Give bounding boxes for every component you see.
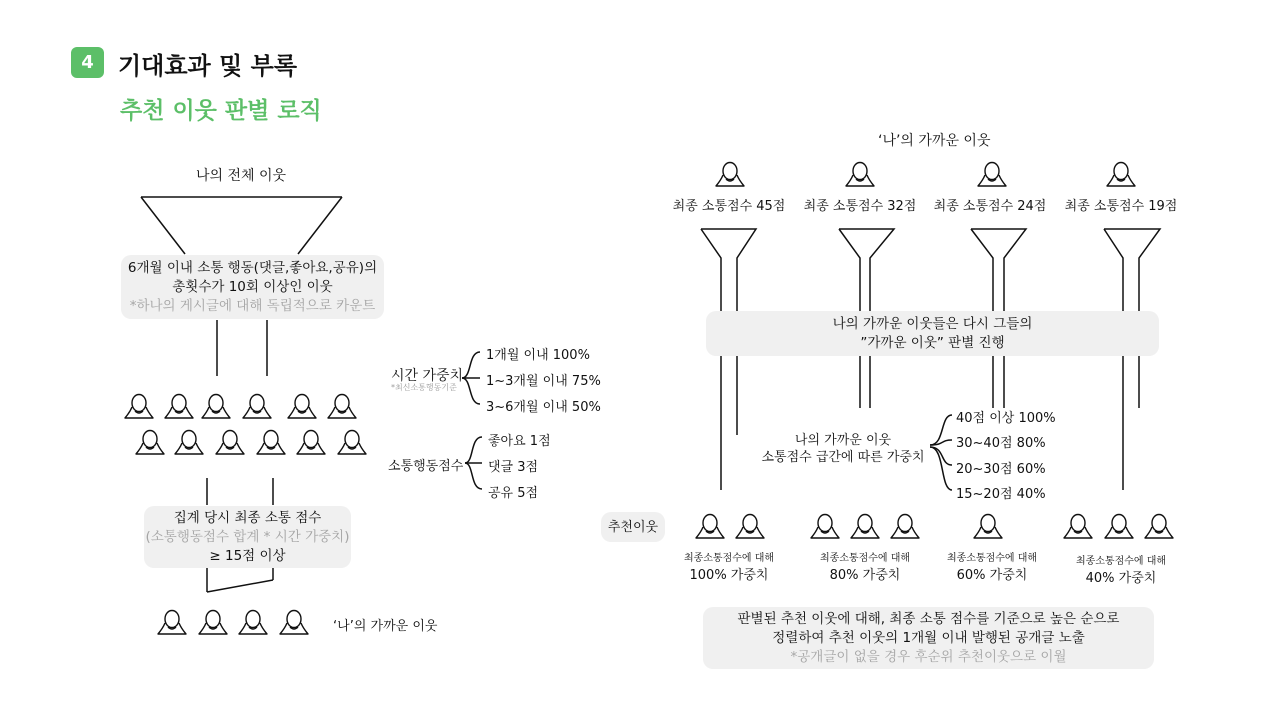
person-icon xyxy=(1142,512,1176,544)
person-icon xyxy=(971,512,1005,544)
person-icon xyxy=(199,392,233,424)
person-icon xyxy=(294,428,328,460)
close-neighbors-label: ‘나’의 가까운 이웃 xyxy=(333,619,438,634)
person-icon xyxy=(848,512,882,544)
person-icon xyxy=(213,428,247,460)
result-caption: 최종소통점수에 대해 xyxy=(683,553,775,564)
weight-range-item: 20~30점 60% xyxy=(956,462,1046,477)
action-score-item: 좋아요 1점 xyxy=(488,434,551,449)
weight-range-item: 40점 이상 100% xyxy=(956,411,1056,426)
person-icon xyxy=(1061,512,1095,544)
condition-note: *하나의 게시글에 대해 독립적으로 카운트 xyxy=(129,297,376,314)
person-icon xyxy=(843,160,877,192)
result-group xyxy=(928,549,1056,583)
final-line1: 판별된 추천 이웃에 대해, 최종 소통 점수를 기준으로 높은 순으로 xyxy=(737,610,1120,627)
time-weight-note: *최신소통행동기준 xyxy=(391,383,457,392)
recommend-label-text: 추천이웃 xyxy=(607,519,659,535)
person-icon xyxy=(1104,160,1138,192)
person-icon xyxy=(733,512,767,544)
person-icon xyxy=(240,392,274,424)
result-caption: 최종소통점수에 대해 xyxy=(819,553,911,564)
score-line1: 집계 당시 최종 소통 점수 xyxy=(173,509,322,526)
page-subtitle: 추천 이웃 판별 로직 xyxy=(120,98,322,124)
person-icon xyxy=(1102,512,1136,544)
time-weight-item: 1~3개월 이내 75% xyxy=(486,374,601,389)
result-weight: 40% 가중치 xyxy=(1085,571,1157,586)
person-icon xyxy=(713,160,747,192)
weight-range-line2: 소통점수 급간에 따른 가중치 xyxy=(761,450,925,465)
process-line2: ”가까운 이웃” 판별 진행 xyxy=(860,334,1005,351)
condition-line1: 6개월 이내 소통 행동(댓글,좋아요,공유)의 xyxy=(127,259,378,276)
person-icon xyxy=(122,392,156,424)
action-score-title: 소통행동점수 xyxy=(388,459,464,474)
person-icon xyxy=(172,428,206,460)
final-box xyxy=(703,607,1154,669)
final-note: *공개글이 없을 경우 후순위 추천이웃으로 이월 xyxy=(790,648,1067,665)
action-score-item: 공유 5점 xyxy=(488,486,539,501)
person-icon xyxy=(975,160,1009,192)
person-icon xyxy=(325,392,359,424)
person-icon xyxy=(808,512,842,544)
time-weight-item: 3~6개월 이내 50% xyxy=(486,400,601,415)
person-icon xyxy=(162,392,196,424)
process-box xyxy=(706,311,1159,356)
page-title: 기대효과 및 부록 xyxy=(118,52,297,80)
result-caption: 최종소통점수에 대해 xyxy=(946,553,1038,564)
condition-box xyxy=(121,255,384,319)
neighbor-score: 최종 소통점수 24점 xyxy=(933,199,1047,214)
result-group xyxy=(665,549,793,583)
result-caption: 최종소통점수에 대해 xyxy=(1075,556,1167,567)
person-icon xyxy=(335,428,369,460)
person-icon xyxy=(254,428,288,460)
person-icon xyxy=(155,608,189,640)
close-neighbors-top-label: ‘나’의 가까운 이웃 xyxy=(878,133,991,149)
person-icon xyxy=(133,428,167,460)
result-weight: 100% 가중치 xyxy=(689,568,769,583)
person-icon xyxy=(196,608,230,640)
neighbor-score: 최종 소통점수 19점 xyxy=(1064,199,1178,214)
score-line3: ≥ 15점 이상 xyxy=(209,547,286,564)
time-weight-item: 1개월 이내 100% xyxy=(486,348,590,363)
section-number-badge: 4 xyxy=(71,47,104,78)
result-group xyxy=(801,549,929,583)
neighbor-score: 최종 소통점수 45점 xyxy=(672,199,786,214)
neighbor-score: 최종 소통점수 32점 xyxy=(803,199,917,214)
score-box xyxy=(144,506,351,568)
weight-range-label xyxy=(758,432,928,466)
weight-range-item: 15~20점 40% xyxy=(956,487,1046,502)
time-weight-title: 시간 가중치 xyxy=(391,368,464,384)
person-icon xyxy=(693,512,727,544)
final-line2: 정렬하여 추천 이웃의 1개월 이내 발행된 공개글 노출 xyxy=(772,629,1085,646)
person-icon xyxy=(277,608,311,640)
result-weight: 60% 가중치 xyxy=(956,568,1028,583)
condition-line2: 총횟수가 10회 이상인 이웃 xyxy=(172,278,333,295)
person-icon xyxy=(888,512,922,544)
person-icon xyxy=(236,608,270,640)
result-weight: 80% 가중치 xyxy=(829,568,901,583)
action-score-item: 댓글 3점 xyxy=(488,460,539,475)
score-line2: (소통행동점수 합계 * 시간 가중치) xyxy=(145,528,350,545)
person-icon xyxy=(285,392,319,424)
recommend-label xyxy=(601,512,665,542)
weight-range-line1: 나의 가까운 이웃 xyxy=(794,433,892,448)
process-line1: 나의 가까운 이웃들은 다시 그들의 xyxy=(832,315,1033,332)
result-group xyxy=(1057,552,1185,586)
weight-range-item: 30~40점 80% xyxy=(956,436,1046,451)
all-neighbors-label: 나의 전체 이웃 xyxy=(196,168,287,184)
